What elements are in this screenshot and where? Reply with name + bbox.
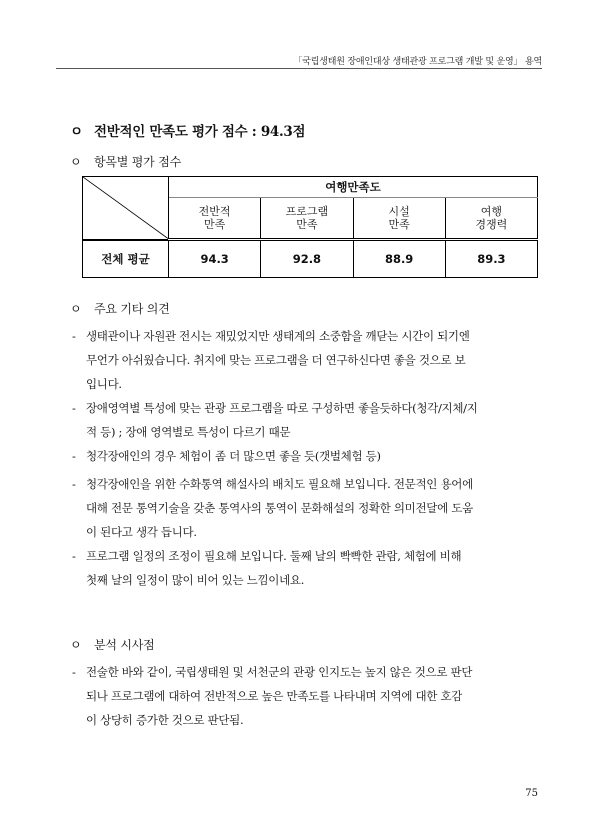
subheading-bullet: ㅇ [70,302,82,316]
opinion-item [72,472,542,544]
table-cell: 88.9 [353,240,445,278]
opinions-list [72,324,542,592]
opinion-line: 이 된다고 생각 듭니다. [86,525,197,539]
analysis-line: 되나 프로그램에 대하여 전반적으로 높은 만족도를 나타내며 지역에 대한 호감 [86,689,463,703]
opinion-line: - 프로그램 일정의 조정이 필요해 보입니다. 둘째 날의 빡빡한 관람, 체험에 비해 [72,549,462,563]
subheading-scores [70,153,181,170]
opinion-item [72,544,542,592]
table-cell: 92.8 [261,240,353,278]
analysis-line: - 전술한 바와 같이, 국립생태원 및 서천군의 관광 인지도는 높지 않은 것으로 판단 [72,665,473,679]
table-column-header: 여행 경쟁력 [445,198,537,240]
subheading-bullet: ㅇ [70,638,82,652]
evaluation-table [82,176,538,278]
subheading-analysis [70,636,155,653]
opinion-item [72,444,542,468]
opinion-line: - 장애영역별 특성에 맞는 관광 프로그램을 따로 구성하면 좋을듯하다(청각/지체/지 [72,401,478,415]
opinion-item [72,396,542,444]
page-header: 「국립생태원 장애인대상 생태관광 프로그램 개발 및 운영」 용역 [293,57,542,67]
table-row-label: 전체 평균 [83,240,169,278]
table-corner-cell [83,177,169,240]
table-column-header: 전반적 만족 [169,198,261,240]
opinion-line: - 생태관이나 자원관 전시는 재밌었지만 생태계의 소중함을 깨닫는 시간이 되기엔 [72,329,470,343]
table-column-header: 시설 만족 [353,198,445,240]
page-number: 75 [525,788,538,799]
subheading-bullet: ㅇ [70,155,82,169]
analysis-item [72,660,542,732]
opinion-line: 첫째 날의 일정이 많이 비어 있는 느낌이네요. [86,573,305,587]
opinion-line: - 청각장애인의 경우 체험이 좀 더 많으면 좋을 듯(갯벌체험 등) [72,449,381,463]
subheading-text: 항목별 평가 점수 [94,155,181,169]
header-rule [56,68,542,69]
subheading-text: 분석 시사점 [94,638,155,652]
table-column-header: 프로그램 만족 [261,198,353,240]
section-title [70,120,305,140]
opinion-line: - 청각장애인을 위한 수화통역 해설사의 배치도 필요해 보입니다. 전문적인 용어에 [72,477,473,491]
section-title-text: 전반적인 만족도 평가 점수 : 94.3점 [94,124,306,140]
table-cell: 89.3 [445,240,537,278]
opinion-line: 입니다. [86,377,122,391]
opinion-item [72,324,542,396]
analysis-line: 이 상당히 증가한 것으로 판단됨. [86,713,244,727]
section-bullet: ㅇ [70,124,83,140]
table-group-header: 여행만족도 [169,177,538,198]
table-cell: 94.3 [169,240,261,278]
analysis-list [72,660,542,732]
opinion-line: 대해 전문 통역기술을 갖춘 통역사의 통역이 문화해설의 정확한 의미전달에 도움 [86,501,473,515]
subheading-opinions [70,300,170,317]
opinion-line: 무언가 아쉬웠습니다. 취지에 맞는 프로그램을 더 연구하신다면 좋을 것으로 보 [86,353,466,367]
subheading-text: 주요 기타 의견 [94,302,170,316]
opinion-line: 적 등) ; 장애 영역별로 특성이 다르기 때문 [86,425,291,439]
